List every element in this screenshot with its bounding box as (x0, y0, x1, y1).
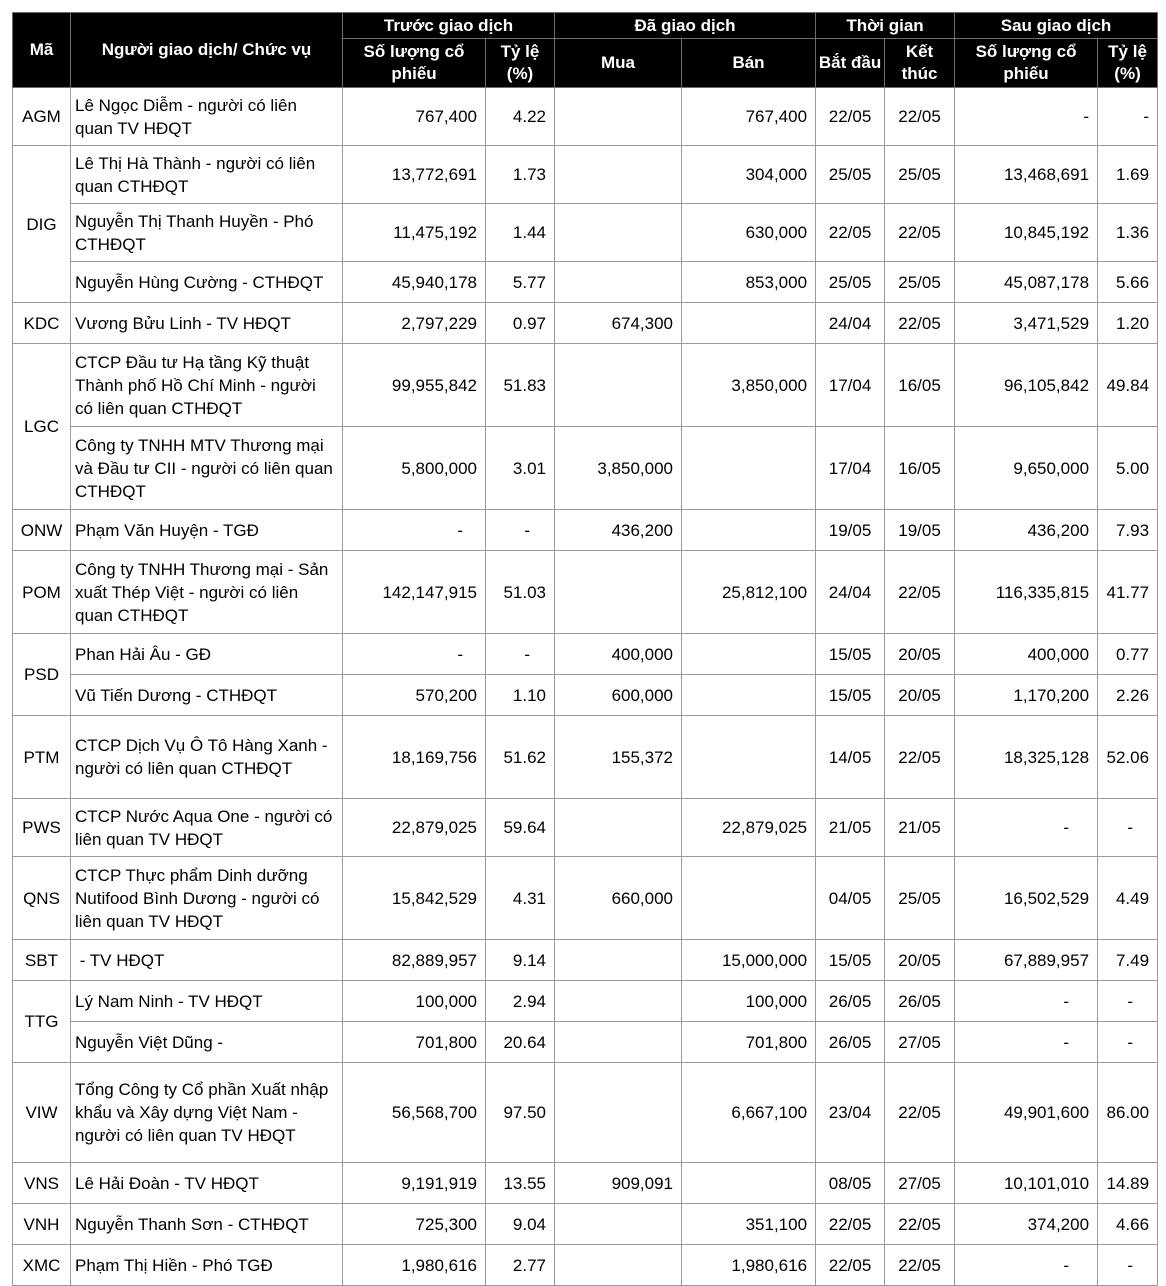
stock-code: PWS (13, 799, 71, 857)
trader-name: - TV HĐQT (71, 940, 343, 981)
after-quantity: - (955, 799, 1098, 857)
buy-quantity (555, 262, 682, 303)
end-date: 27/05 (885, 1163, 955, 1204)
trader-name: Phan Hải Âu - GĐ (71, 634, 343, 675)
trader-name: CTCP Dịch Vụ Ô Tô Hàng Xanh - người có liên quan CTHĐQT (71, 716, 343, 799)
trader-name: Lê Ngọc Diễm - người có liên quan TV HĐQT (71, 88, 343, 146)
table-row (13, 799, 1158, 857)
after-quantity: 49,901,600 (955, 1063, 1098, 1163)
buy-quantity (555, 981, 682, 1022)
stock-code: VNS (13, 1163, 71, 1204)
table-row (13, 88, 1158, 146)
start-date: 14/05 (816, 716, 885, 799)
end-date: 22/05 (885, 551, 955, 634)
table-row (13, 551, 1158, 634)
buy-quantity: 3,850,000 (555, 427, 682, 510)
table-row (13, 716, 1158, 799)
before-quantity: 15,842,529 (343, 857, 486, 940)
stock-code: PTM (13, 716, 71, 799)
end-date: 16/05 (885, 344, 955, 427)
start-date: 17/04 (816, 344, 885, 427)
before-percent: 1.73 (486, 146, 555, 204)
after-quantity: 116,335,815 (955, 551, 1098, 634)
trader-name: CTCP Thực phẩm Dinh dưỡng Nutifood Bình Dương - người có liên quan TV HĐQT (71, 857, 343, 940)
header-sau-giao-dich: Sau giao dịch (955, 13, 1158, 39)
table-row (13, 262, 1158, 303)
header-nguoi-giao-dich: Người giao dịch/ Chức vụ (71, 13, 343, 88)
end-date: 22/05 (885, 204, 955, 262)
before-quantity: 701,800 (343, 1022, 486, 1063)
stock-code: SBT (13, 940, 71, 981)
after-quantity: 45,087,178 (955, 262, 1098, 303)
before-percent: 59.64 (486, 799, 555, 857)
table-row (13, 981, 1158, 1022)
buy-quantity: 600,000 (555, 675, 682, 716)
trader-name: CTCP Nước Aqua One - người có liên quan TV HĐQT (71, 799, 343, 857)
before-quantity: 767,400 (343, 88, 486, 146)
before-percent: 51.62 (486, 716, 555, 799)
trader-name: Lê Thị Hà Thành - người có liên quan CTHĐQT (71, 146, 343, 204)
start-date: 17/04 (816, 427, 885, 510)
trader-name: Lý Nam Ninh - TV HĐQT (71, 981, 343, 1022)
after-quantity: 1,170,200 (955, 675, 1098, 716)
sell-quantity: 304,000 (682, 146, 816, 204)
end-date: 20/05 (885, 634, 955, 675)
sell-quantity (682, 857, 816, 940)
sell-quantity: 853,000 (682, 262, 816, 303)
end-date: 22/05 (885, 88, 955, 146)
buy-quantity: 660,000 (555, 857, 682, 940)
before-percent: 4.22 (486, 88, 555, 146)
table-row (13, 146, 1158, 204)
before-quantity: 5,800,000 (343, 427, 486, 510)
after-percent: 0.77 (1098, 634, 1158, 675)
table-row (13, 1022, 1158, 1063)
sell-quantity: 15,000,000 (682, 940, 816, 981)
buy-quantity (555, 1022, 682, 1063)
insider-trading-table-wrapper (12, 12, 1158, 1286)
before-percent: 4.31 (486, 857, 555, 940)
end-date: 20/05 (885, 675, 955, 716)
after-percent: 1.36 (1098, 204, 1158, 262)
before-quantity: - (343, 510, 486, 551)
sell-quantity (682, 510, 816, 551)
table-row (13, 1063, 1158, 1163)
before-percent: 1.10 (486, 675, 555, 716)
trader-name: Vũ Tiến Dương - CTHĐQT (71, 675, 343, 716)
before-quantity: 56,568,700 (343, 1063, 486, 1163)
start-date: 22/05 (816, 1245, 885, 1286)
end-date: 22/05 (885, 1245, 955, 1286)
start-date: 15/05 (816, 675, 885, 716)
end-date: 27/05 (885, 1022, 955, 1063)
sell-quantity (682, 1163, 816, 1204)
table-row (13, 510, 1158, 551)
before-quantity: 18,169,756 (343, 716, 486, 799)
after-percent: 5.00 (1098, 427, 1158, 510)
start-date: 22/05 (816, 1204, 885, 1245)
stock-code: VNH (13, 1204, 71, 1245)
stock-code: TTG (13, 981, 71, 1063)
before-percent: 2.94 (486, 981, 555, 1022)
after-quantity: - (955, 1245, 1098, 1286)
after-percent: 4.49 (1098, 857, 1158, 940)
header-truoc-giao-dich: Trước giao dịch (343, 13, 555, 39)
after-percent: 4.66 (1098, 1204, 1158, 1245)
table-row (13, 675, 1158, 716)
start-date: 04/05 (816, 857, 885, 940)
table-row (13, 857, 1158, 940)
after-quantity: - (955, 88, 1098, 146)
start-date: 24/04 (816, 303, 885, 344)
before-quantity: 11,475,192 (343, 204, 486, 262)
start-date: 25/05 (816, 262, 885, 303)
start-date: 08/05 (816, 1163, 885, 1204)
start-date: 25/05 (816, 146, 885, 204)
before-percent: 5.77 (486, 262, 555, 303)
buy-quantity (555, 799, 682, 857)
table-row (13, 634, 1158, 675)
stock-code: DIG (13, 146, 71, 303)
header-ban: Bán (682, 39, 816, 88)
sell-quantity: 630,000 (682, 204, 816, 262)
before-percent: 97.50 (486, 1063, 555, 1163)
before-percent: - (486, 510, 555, 551)
after-percent: 49.84 (1098, 344, 1158, 427)
table-row (13, 427, 1158, 510)
before-quantity: 100,000 (343, 981, 486, 1022)
end-date: 22/05 (885, 1063, 955, 1163)
after-percent: 2.26 (1098, 675, 1158, 716)
trader-name: Phạm Văn Huyện - TGĐ (71, 510, 343, 551)
buy-quantity: 674,300 (555, 303, 682, 344)
header-mua: Mua (555, 39, 682, 88)
before-quantity: 99,955,842 (343, 344, 486, 427)
after-percent: 14.89 (1098, 1163, 1158, 1204)
sell-quantity (682, 303, 816, 344)
end-date: 21/05 (885, 799, 955, 857)
header-thoi-gian: Thời gian (816, 13, 955, 39)
before-quantity: - (343, 634, 486, 675)
header-truoc-ty-le: Tỷ lệ (%) (486, 39, 555, 88)
sell-quantity: 767,400 (682, 88, 816, 146)
start-date: 19/05 (816, 510, 885, 551)
stock-code: XMC (13, 1245, 71, 1286)
buy-quantity (555, 1245, 682, 1286)
end-date: 19/05 (885, 510, 955, 551)
buy-quantity (555, 204, 682, 262)
buy-quantity (555, 1063, 682, 1163)
stock-code: QNS (13, 857, 71, 940)
header-truoc-so-luong: Số lượng cổ phiếu (343, 39, 486, 88)
trader-name: Công ty TNHH Thương mại - Sản xuất Thép Việt - người có liên quan CTHĐQT (71, 551, 343, 634)
after-quantity: 400,000 (955, 634, 1098, 675)
after-quantity: - (955, 1022, 1098, 1063)
after-quantity: - (955, 981, 1098, 1022)
table-row (13, 303, 1158, 344)
before-percent: 2.77 (486, 1245, 555, 1286)
trader-name: Tổng Công ty Cổ phần Xuất nhập khẩu và Xây dựng Việt Nam - người có liên quan TV HĐQT (71, 1063, 343, 1163)
trader-name: Lê Hải Đoàn - TV HĐQT (71, 1163, 343, 1204)
stock-code: LGC (13, 344, 71, 510)
before-percent: 20.64 (486, 1022, 555, 1063)
start-date: 21/05 (816, 799, 885, 857)
start-date: 22/05 (816, 88, 885, 146)
before-quantity: 82,889,957 (343, 940, 486, 981)
table-row (13, 204, 1158, 262)
before-quantity: 725,300 (343, 1204, 486, 1245)
end-date: 26/05 (885, 981, 955, 1022)
stock-code: AGM (13, 88, 71, 146)
stock-code: PSD (13, 634, 71, 716)
buy-quantity: 400,000 (555, 634, 682, 675)
buy-quantity: 155,372 (555, 716, 682, 799)
after-quantity: 3,471,529 (955, 303, 1098, 344)
sell-quantity (682, 427, 816, 510)
before-quantity: 142,147,915 (343, 551, 486, 634)
start-date: 23/04 (816, 1063, 885, 1163)
after-percent: - (1098, 799, 1158, 857)
before-quantity: 1,980,616 (343, 1245, 486, 1286)
after-percent: - (1098, 1022, 1158, 1063)
header-da-giao-dich: Đã giao dịch (555, 13, 816, 39)
before-percent: 1.44 (486, 204, 555, 262)
after-quantity: 374,200 (955, 1204, 1098, 1245)
sell-quantity: 3,850,000 (682, 344, 816, 427)
table-body (13, 88, 1158, 1286)
end-date: 20/05 (885, 940, 955, 981)
after-quantity: 96,105,842 (955, 344, 1098, 427)
trader-name: Nguyễn Thị Thanh Huyền - Phó CTHĐQT (71, 204, 343, 262)
before-percent: 13.55 (486, 1163, 555, 1204)
after-quantity: 18,325,128 (955, 716, 1098, 799)
end-date: 25/05 (885, 857, 955, 940)
before-quantity: 22,879,025 (343, 799, 486, 857)
buy-quantity: 909,091 (555, 1163, 682, 1204)
start-date: 26/05 (816, 1022, 885, 1063)
after-quantity: 10,845,192 (955, 204, 1098, 262)
header-ma: Mã (13, 13, 71, 88)
sell-quantity: 701,800 (682, 1022, 816, 1063)
sell-quantity: 351,100 (682, 1204, 816, 1245)
buy-quantity (555, 551, 682, 634)
after-percent: 7.49 (1098, 940, 1158, 981)
end-date: 16/05 (885, 427, 955, 510)
after-percent: 41.77 (1098, 551, 1158, 634)
after-percent: - (1098, 981, 1158, 1022)
table-row (13, 344, 1158, 427)
header-ket-thuc: Kết thúc (885, 39, 955, 88)
end-date: 25/05 (885, 146, 955, 204)
stock-code: ONW (13, 510, 71, 551)
start-date: 24/04 (816, 551, 885, 634)
table-row (13, 1204, 1158, 1245)
buy-quantity: 436,200 (555, 510, 682, 551)
after-quantity: 16,502,529 (955, 857, 1098, 940)
before-percent: 0.97 (486, 303, 555, 344)
stock-code: KDC (13, 303, 71, 344)
buy-quantity (555, 940, 682, 981)
start-date: 15/05 (816, 940, 885, 981)
before-percent: 9.14 (486, 940, 555, 981)
sell-quantity: 22,879,025 (682, 799, 816, 857)
before-quantity: 13,772,691 (343, 146, 486, 204)
start-date: 15/05 (816, 634, 885, 675)
after-percent: 5.66 (1098, 262, 1158, 303)
end-date: 25/05 (885, 262, 955, 303)
trader-name: Nguyễn Hùng Cường - CTHĐQT (71, 262, 343, 303)
sell-quantity (682, 634, 816, 675)
before-percent: 51.03 (486, 551, 555, 634)
sell-quantity (682, 716, 816, 799)
after-percent: - (1098, 1245, 1158, 1286)
after-percent: 1.20 (1098, 303, 1158, 344)
after-quantity: 10,101,010 (955, 1163, 1098, 1204)
after-percent: 52.06 (1098, 716, 1158, 799)
start-date: 22/05 (816, 204, 885, 262)
after-quantity: 436,200 (955, 510, 1098, 551)
table-row (13, 940, 1158, 981)
insider-trading-table (12, 12, 1158, 1286)
trader-name: Công ty TNHH MTV Thương mại và Đầu tư CII - người có liên quan CTHĐQT (71, 427, 343, 510)
trader-name: Nguyễn Thanh Sơn - CTHĐQT (71, 1204, 343, 1245)
sell-quantity: 100,000 (682, 981, 816, 1022)
table-header (13, 13, 1158, 88)
after-percent: - (1098, 88, 1158, 146)
before-quantity: 570,200 (343, 675, 486, 716)
before-quantity: 45,940,178 (343, 262, 486, 303)
buy-quantity (555, 146, 682, 204)
end-date: 22/05 (885, 1204, 955, 1245)
stock-code: VIW (13, 1063, 71, 1163)
before-percent: 9.04 (486, 1204, 555, 1245)
after-percent: 1.69 (1098, 146, 1158, 204)
start-date: 26/05 (816, 981, 885, 1022)
before-percent: 51.83 (486, 344, 555, 427)
trader-name: Phạm Thị Hiền - Phó TGĐ (71, 1245, 343, 1286)
before-percent: - (486, 634, 555, 675)
buy-quantity (555, 88, 682, 146)
sell-quantity (682, 675, 816, 716)
buy-quantity (555, 344, 682, 427)
before-quantity: 2,797,229 (343, 303, 486, 344)
sell-quantity: 25,812,100 (682, 551, 816, 634)
after-quantity: 67,889,957 (955, 940, 1098, 981)
after-quantity: 9,650,000 (955, 427, 1098, 510)
before-percent: 3.01 (486, 427, 555, 510)
sell-quantity: 1,980,616 (682, 1245, 816, 1286)
before-quantity: 9,191,919 (343, 1163, 486, 1204)
sell-quantity: 6,667,100 (682, 1063, 816, 1163)
after-percent: 86.00 (1098, 1063, 1158, 1163)
header-bat-dau: Bắt đầu (816, 39, 885, 88)
table-row (13, 1163, 1158, 1204)
trader-name: Vương Bửu Linh - TV HĐQT (71, 303, 343, 344)
after-percent: 7.93 (1098, 510, 1158, 551)
header-sau-so-luong: Số lượng cổ phiếu (955, 39, 1098, 88)
trader-name: Nguyễn Việt Dũng - (71, 1022, 343, 1063)
stock-code: POM (13, 551, 71, 634)
end-date: 22/05 (885, 716, 955, 799)
header-sau-ty-le: Tỷ lệ (%) (1098, 39, 1158, 88)
end-date: 22/05 (885, 303, 955, 344)
trader-name: CTCP Đầu tư Hạ tầng Kỹ thuật Thành phố Hồ Chí Minh - người có liên quan CTHĐQT (71, 344, 343, 427)
after-quantity: 13,468,691 (955, 146, 1098, 204)
buy-quantity (555, 1204, 682, 1245)
table-row (13, 1245, 1158, 1286)
